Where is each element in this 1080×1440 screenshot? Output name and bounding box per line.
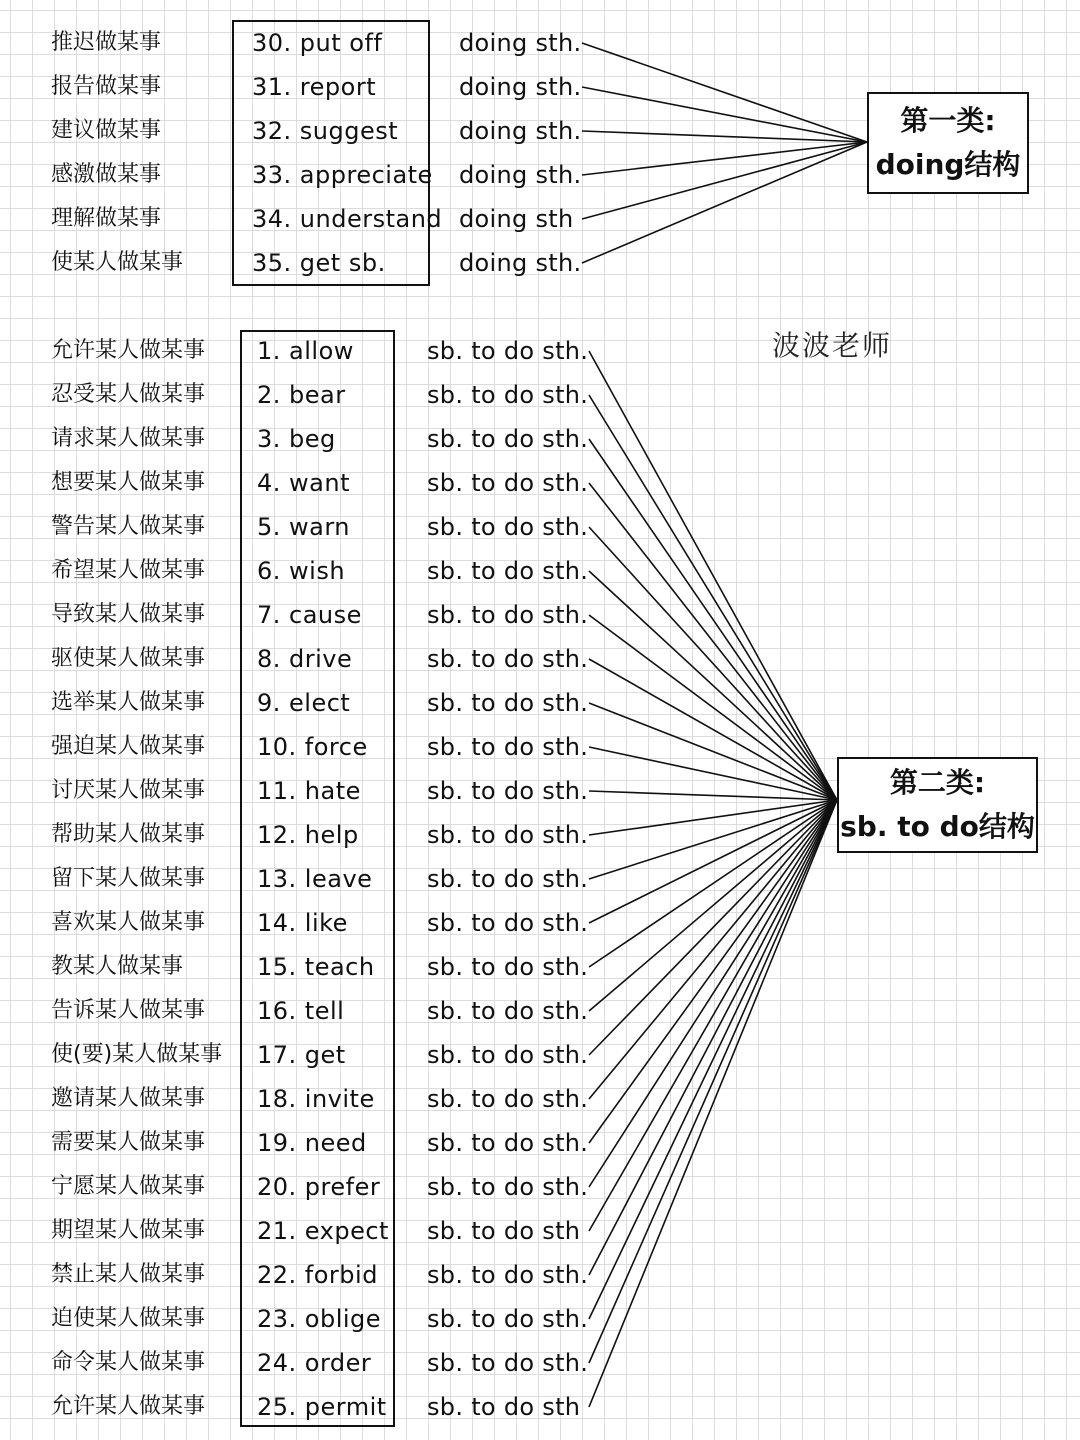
- verb-label: 2. bear: [257, 381, 346, 409]
- verb-label: 22. forbid: [257, 1261, 378, 1289]
- chinese-meaning: 教某人做某事: [51, 954, 184, 979]
- chinese-meaning: 禁止某人做某事: [51, 1262, 206, 1287]
- verb-label: 7. cause: [257, 601, 362, 629]
- structure-phrase: sb. to do sth.: [427, 645, 589, 673]
- verb-label: 5. warn: [257, 513, 351, 541]
- group2-verb-box: [240, 330, 395, 1427]
- structure-phrase: sb. to do sth.: [427, 381, 589, 409]
- structure-phrase: doing sth.: [459, 29, 582, 57]
- chinese-meaning: 使某人做某事: [51, 250, 184, 275]
- structure-phrase: sb. to do sth: [427, 1393, 581, 1421]
- verb-label: 16. tell: [257, 997, 345, 1025]
- group2-connector-line: [589, 800, 837, 1143]
- chinese-meaning: 选举某人做某事: [51, 690, 206, 715]
- group1-connector-line: [582, 142, 867, 219]
- structure-phrase: sb. to do sth.: [427, 821, 589, 849]
- chinese-meaning: 告诉某人做某事: [51, 998, 206, 1023]
- group1-connector-line: [582, 43, 867, 142]
- group1-connector-line: [582, 131, 867, 142]
- structure-phrase: sb. to do sth.: [427, 1041, 589, 1069]
- chinese-meaning: 导致某人做某事: [51, 602, 206, 627]
- chinese-meaning: 留下某人做某事: [51, 866, 206, 891]
- group2-connector-line: [589, 395, 837, 800]
- verb-label: 8. drive: [257, 645, 353, 673]
- chinese-meaning: 忍受某人做某事: [51, 382, 206, 407]
- structure-phrase: sb. to do sth.: [427, 337, 589, 365]
- group2-connector-line: [589, 659, 837, 800]
- structure-phrase: doing sth.: [459, 249, 582, 277]
- verb-label: 31. report: [252, 73, 377, 101]
- verb-label: 17. get: [257, 1041, 346, 1069]
- structure-phrase: sb. to do sth.: [427, 601, 589, 629]
- structure-phrase: sb. to do sth.: [427, 865, 589, 893]
- group2-category-label: 第二类:: [889, 766, 986, 799]
- chinese-meaning: 邀请某人做某事: [51, 1086, 206, 1111]
- chinese-meaning: 使(要)某人做某事: [51, 1042, 223, 1067]
- group1-connector-line: [582, 142, 867, 263]
- group2-connector-line: [589, 800, 837, 1011]
- group1-category-label: 第一类:: [900, 104, 996, 137]
- verb-label: 20. prefer: [257, 1173, 381, 1201]
- chinese-meaning: 建议做某事: [51, 118, 162, 143]
- verb-label: 25. permit: [257, 1393, 387, 1421]
- group2-connector-line: [589, 800, 837, 1275]
- verb-label: 4. want: [257, 469, 350, 497]
- verb-label: 32. suggest: [252, 117, 399, 145]
- chinese-meaning: 希望某人做某事: [51, 558, 206, 583]
- chinese-meaning: 喜欢某人做某事: [51, 910, 206, 935]
- chinese-meaning: 期望某人做某事: [51, 1218, 206, 1243]
- structure-phrase: sb. to do sth.: [427, 689, 589, 717]
- structure-phrase: sb. to do sth: [427, 1217, 581, 1245]
- structure-phrase: sb. to do sth.: [427, 1129, 589, 1157]
- chinese-meaning: 允许某人做某事: [51, 338, 206, 363]
- structure-phrase: sb. to do sth.: [427, 1349, 589, 1377]
- verb-label: 19. need: [257, 1129, 367, 1157]
- verb-label: 1. allow: [257, 337, 354, 365]
- verb-label: 34. understand: [252, 205, 443, 233]
- structure-phrase: sb. to do sth.: [427, 513, 589, 541]
- group1-category-box: [867, 92, 1029, 194]
- chinese-meaning: 警告某人做某事: [51, 514, 206, 539]
- verb-label: 30. put off: [252, 29, 383, 57]
- group1-category-title: doing结构: [875, 148, 1021, 181]
- structure-phrase: sb. to do sth.: [427, 469, 589, 497]
- chinese-meaning: 命令某人做某事: [51, 1350, 206, 1375]
- group2-connector-line: [589, 800, 837, 835]
- structure-phrase: sb. to do sth.: [427, 1085, 589, 1113]
- group2-connector-line: [589, 439, 837, 800]
- chinese-meaning: 需要某人做某事: [51, 1130, 206, 1155]
- group2-connector-line: [589, 800, 837, 879]
- signature: 波波老师: [772, 329, 893, 362]
- verb-label: 11. hate: [257, 777, 361, 805]
- verb-label: 33. appreciate: [252, 161, 433, 189]
- chinese-meaning: 推迟做某事: [51, 30, 162, 55]
- verb-label: 15. teach: [257, 953, 375, 981]
- structure-phrase: sb. to do sth.: [427, 425, 589, 453]
- group2-connector-line: [589, 800, 837, 1187]
- structure-phrase: doing sth.: [459, 73, 582, 101]
- chinese-meaning: 允许某人做某事: [51, 1394, 206, 1419]
- chinese-meaning: 讨厌某人做某事: [51, 778, 206, 803]
- group2-connector-line: [589, 800, 837, 1407]
- chinese-meaning: 理解做某事: [51, 206, 162, 231]
- verb-label: 18. invite: [257, 1085, 375, 1113]
- structure-phrase: sb. to do sth.: [427, 1305, 589, 1333]
- chinese-meaning: 请求某人做某事: [51, 426, 206, 451]
- chinese-meaning: 感激做某事: [51, 162, 162, 187]
- group1-connector-line: [582, 142, 867, 175]
- verb-label: 24. order: [257, 1349, 372, 1377]
- structure-phrase: sb. to do sth.: [427, 997, 589, 1025]
- structure-phrase: sb. to do sth.: [427, 1173, 589, 1201]
- group2-connector-line: [589, 527, 837, 800]
- group2-category-title: sb. to do结构: [840, 810, 1035, 843]
- group2-connector-line: [589, 483, 837, 800]
- chinese-meaning: 迫使某人做某事: [51, 1306, 206, 1331]
- structure-phrase: doing sth.: [459, 161, 582, 189]
- verb-label: 9. elect: [257, 689, 351, 717]
- chinese-meaning: 驱使某人做某事: [51, 646, 206, 671]
- verb-label: 35. get sb.: [252, 249, 386, 277]
- verb-label: 12. help: [257, 821, 359, 849]
- verb-label: 13. leave: [257, 865, 373, 893]
- verb-label: 23. oblige: [257, 1305, 382, 1333]
- structure-phrase: sb. to do sth.: [427, 909, 589, 937]
- group2-connector-line: [589, 800, 837, 1319]
- chinese-meaning: 强迫某人做某事: [51, 734, 206, 759]
- structure-phrase: sb. to do sth.: [427, 557, 589, 585]
- group2-connector-line: [589, 571, 837, 800]
- structure-phrase: sb. to do sth.: [427, 777, 589, 805]
- verb-label: 6. wish: [257, 557, 346, 585]
- group2-connector-line: [589, 800, 837, 1231]
- structure-phrase: sb. to do sth.: [427, 1261, 589, 1289]
- group2-connector-line: [589, 351, 837, 800]
- verb-label: 21. expect: [257, 1217, 389, 1245]
- structure-phrase: doing sth: [459, 205, 574, 233]
- verb-label: 3. beg: [257, 425, 336, 453]
- chinese-meaning: 报告做某事: [51, 74, 162, 99]
- structure-phrase: sb. to do sth.: [427, 733, 589, 761]
- structure-phrase: sb. to do sth.: [427, 953, 589, 981]
- structure-phrase: doing sth.: [459, 117, 582, 145]
- verb-label: 14. like: [257, 909, 348, 937]
- chinese-meaning: 帮助某人做某事: [51, 822, 206, 847]
- group1-verb-box: [232, 20, 430, 286]
- group2-connector-line: [589, 800, 837, 1099]
- chinese-meaning: 想要某人做某事: [51, 470, 206, 495]
- group1-connector-line: [582, 87, 867, 142]
- chinese-meaning: 宁愿某人做某事: [51, 1174, 206, 1199]
- verb-label: 10. force: [257, 733, 368, 761]
- group2-category-box: [837, 757, 1038, 853]
